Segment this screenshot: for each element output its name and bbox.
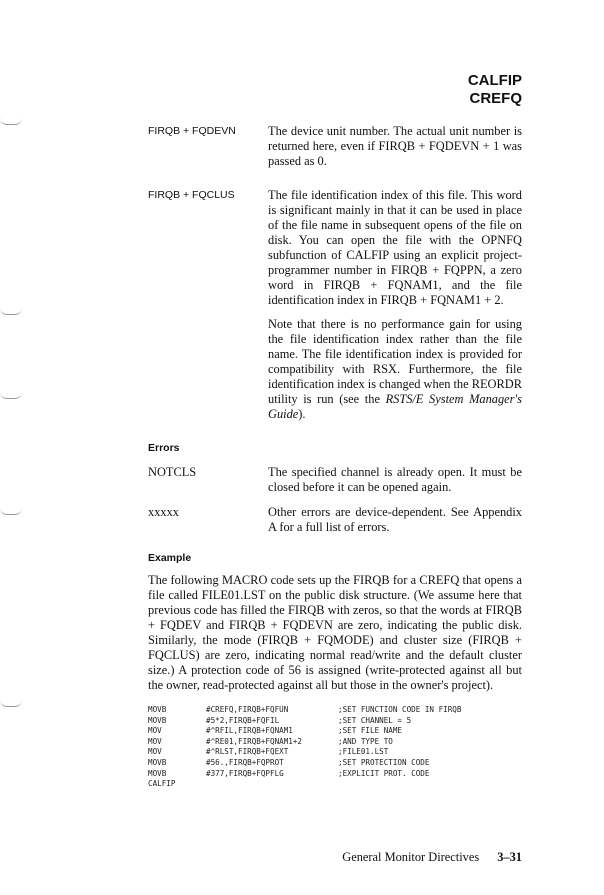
code-column: MOV	[148, 726, 162, 736]
example-text: The following MACRO code sets up the FIRQB for a CREFQ that opens a file called FILE01.LST on the public disk structure. (We assume here that previous code has filled the FIRQB with zeros, so that the words at FIRQB + FQDEV and FIRQB + FQDEVN are zero, indicating the public disk. Similarly, the mode (FIRQB + FQMODE) and cluster size (FIRQB + FQCLUS) are zero, indicating normal read/write and the default cluster size.) A protection code of 56 is assigned (write-protected against all but the owner, read-protected against all but those in the owner's project).	[148, 573, 522, 692]
definition-term: FIRQB + FQDEVN	[148, 125, 236, 137]
code-line	[148, 716, 522, 727]
code-column: MOV	[148, 747, 162, 757]
binding-mark	[0, 508, 22, 515]
code-column: #^RLST,FIRQB+FQEXT	[206, 747, 289, 757]
code-column: ;SET FUNCTION CODE IN FIRQB	[338, 705, 462, 714]
code-column: #56.,FIRQB+FQPROT	[206, 757, 284, 767]
text-column	[148, 0, 522, 895]
code-line	[148, 737, 522, 748]
example-heading: Example	[148, 552, 192, 564]
code-column: ;SET CHANNEL = 5	[338, 715, 412, 725]
code-column: ;AND TYPE TO	[338, 736, 393, 746]
code-column	[206, 779, 338, 790]
code-column: #^RFIL,FIRQB+FQNAM1	[206, 726, 293, 736]
error-text: Other errors are device-dependent. See Appendix A for a full list of errors.	[268, 505, 522, 534]
definition-term: FIRQB + FQCLUS	[148, 189, 235, 201]
code-column: MOVB	[148, 705, 167, 714]
code-column: #377,FIRQB+FQPFLG	[206, 768, 284, 778]
binding-mark	[0, 392, 22, 399]
footer-title: General Monitor Directives	[342, 849, 480, 864]
error-row	[148, 505, 522, 535]
binding-mark	[0, 308, 22, 315]
error-text: The specified channel is already open. It must be closed before it can be opened again.	[268, 465, 522, 494]
binding-mark	[0, 118, 22, 125]
code-column: CALFIP	[148, 779, 176, 789]
errors-heading: Errors	[148, 442, 180, 454]
page-number: 3–31	[497, 849, 522, 864]
header-title: CALFIP	[467, 72, 522, 89]
footer	[148, 850, 522, 865]
binding-mark	[0, 700, 22, 707]
code-column: MOVB	[148, 757, 167, 767]
code-line	[148, 779, 522, 790]
code-column: MOV	[148, 736, 162, 746]
definition-text: The file identification index of this file. This word is significant mainly in that it can be used in place of the file name in subsequent opens of the file on disk. You can open the file with the OPNFQ subfunction of CALFIP using an explicit project-programmer number in FIRQB + FQPPN, a zero word in FIRQB + FQNAM1, and the file identification index in FIRQB + FQNAM1 + 2. Note that there is no performance gain for using the file identification index rather than the file name. The file identification index is provided for compatibility with RSX. Furthermore, the file identification index is changed when the REORDR utility is run (see the RSTS/E System Manager's Guide).	[268, 188, 522, 421]
code-line	[148, 747, 522, 758]
code-listing	[148, 705, 522, 790]
code-line	[148, 705, 522, 716]
code-column: MOVB	[148, 768, 167, 778]
error-code: NOTCLS	[148, 465, 197, 479]
definition-text: The device unit number. The actual unit number is returned here, even if FIRQB + FQDEVN + 1 was passed as 0.	[268, 124, 522, 168]
code-line	[148, 758, 522, 769]
code-column: MOVB	[148, 715, 167, 725]
error-code: xxxxx	[148, 505, 179, 519]
code-column: #^RE01,FIRQB+FQNAM1+2	[206, 736, 303, 746]
code-column: ;SET PROTECTION CODE	[338, 757, 430, 767]
code-column: ;EXPLICIT PROT. CODE	[338, 768, 430, 778]
definition-row	[148, 188, 522, 431]
code-column: #5*2,FIRQB+FQFIL	[206, 715, 280, 725]
definition-row	[148, 124, 522, 178]
code-column: #CREFQ,FIRQB+FQFUN	[206, 705, 289, 714]
code-column: ;SET FILE NAME	[338, 726, 403, 736]
code-line	[148, 726, 522, 737]
error-row	[148, 465, 522, 495]
header-subtitle: CREFQ	[469, 90, 522, 107]
code-column: ;FILE01.LST	[338, 747, 389, 757]
code-line	[148, 769, 522, 780]
